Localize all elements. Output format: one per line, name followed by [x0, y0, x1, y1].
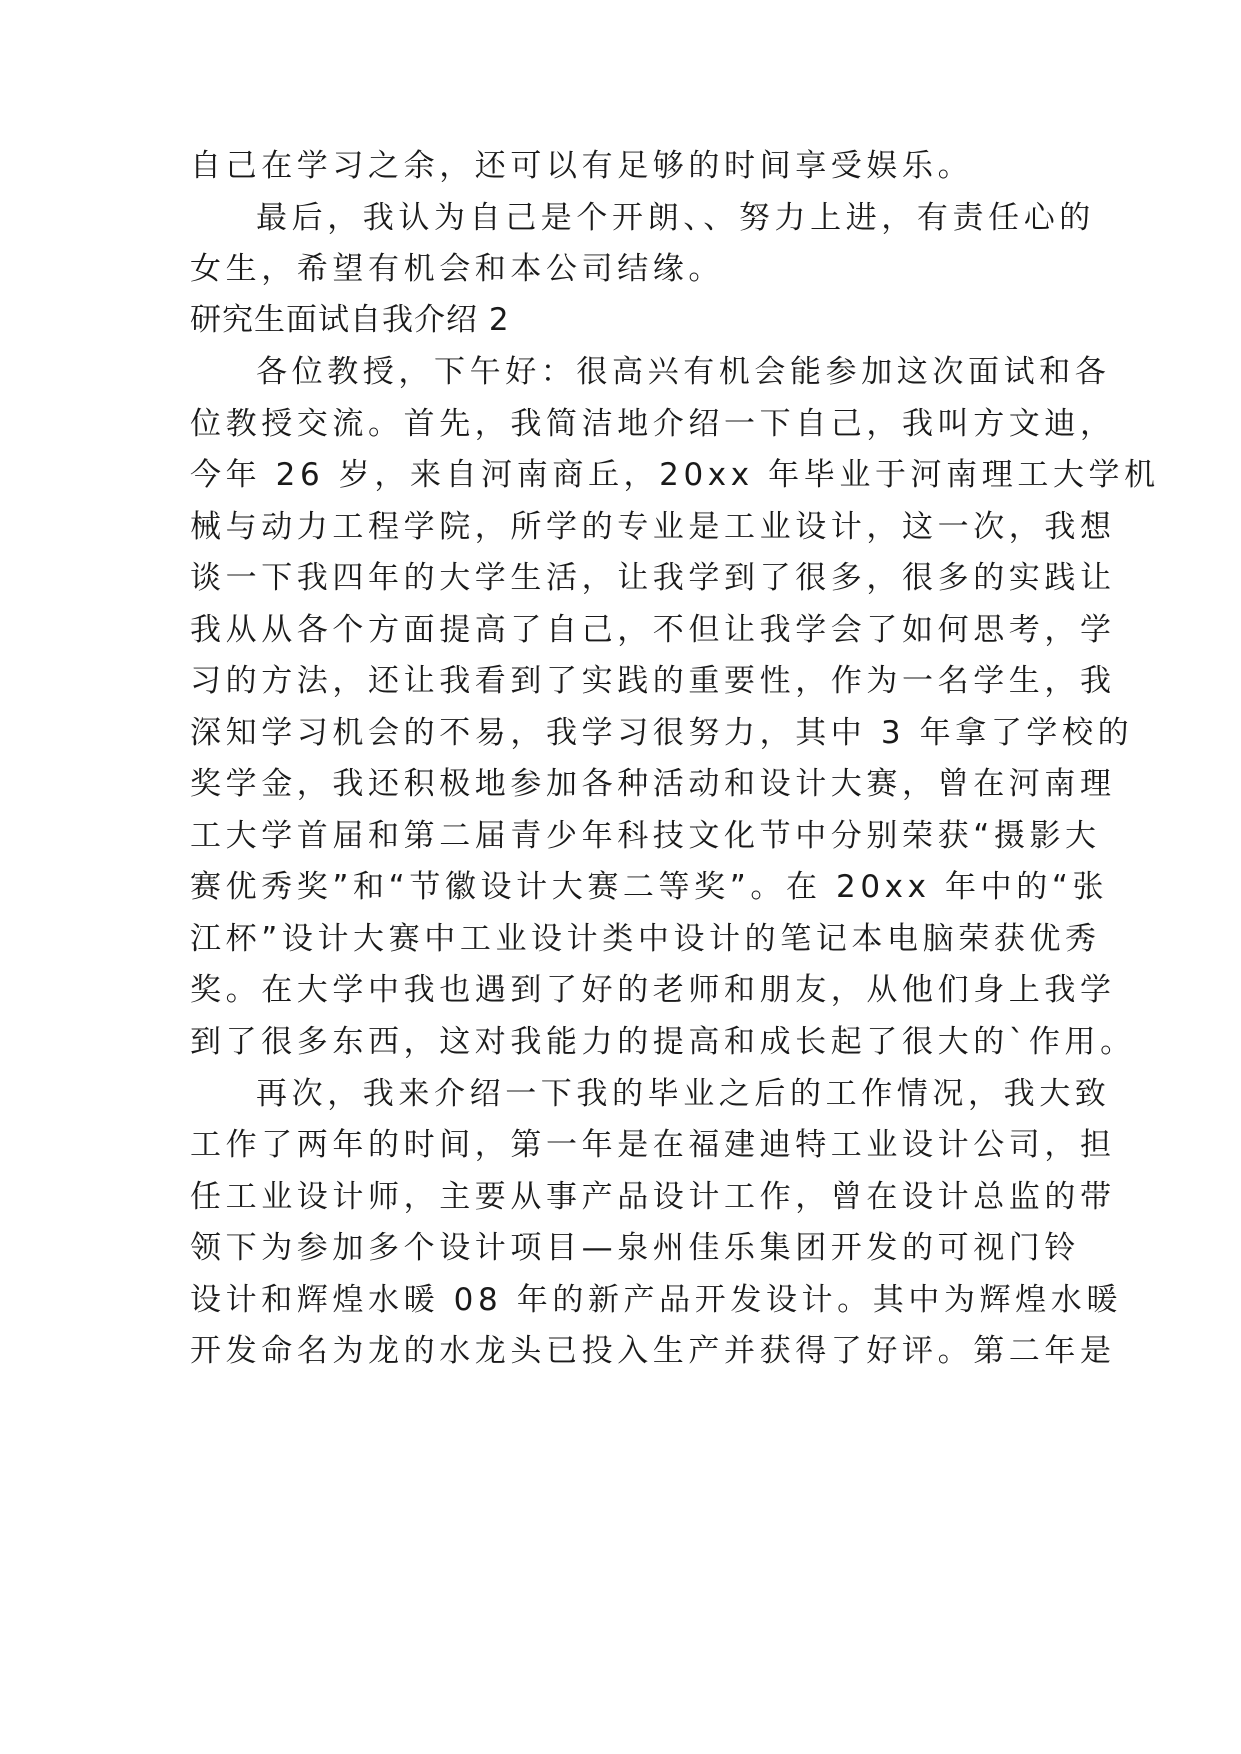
text-line: 奖。在大学中我也遇到了好的老师和朋友，从他们身上我学 [190, 972, 1116, 1008]
text-line: 工大学首届和第二届青少年科技文化节中分别荣获“摄影大 [190, 818, 1101, 854]
text-line: 任工业设计师，主要从事产品设计工作，曾在设计总监的带 [190, 1179, 1116, 1215]
text-line: 女生，希望有机会和本公司结缘。 [190, 251, 724, 287]
text-line: 械与动力工程学院，所学的专业是工业设计，这一次，我想 [190, 509, 1116, 545]
text-line: 谈一下我四年的大学生活，让我学到了很多，很多的实践让 [190, 560, 1116, 596]
text-line: 江杯”设计大赛中工业设计类中设计的笔记本电脑荣获优秀 [190, 921, 1101, 957]
text-line: 到了很多东西，这对我能力的提高和成长起了很大的`作用。 [190, 1024, 1136, 1060]
text-line: 领下为参加多个设计项目—泉州佳乐集团开发的可视门铃 [190, 1230, 1080, 1266]
text-line: 开发命名为龙的水龙头已投入生产并获得了好评。第二年是 [190, 1333, 1116, 1369]
text-line: 设计和辉煌水暖 08 年的新产品开发设计。其中为辉煌水暖 [190, 1282, 1122, 1318]
paragraph-first-line: 各位教授，下午好：很高兴有机会能参加这次面试和各 [256, 354, 1111, 390]
text-line: 今年 26 岁，来自河南商丘，20xx 年毕业于河南理工大学机 [190, 457, 1160, 493]
text-line: 深知学习机会的不易，我学习很努力，其中 3 年拿了学校的 [190, 715, 1134, 751]
text-line: 位教授交流。首先，我简洁地介绍一下自己，我叫方文迪， [190, 406, 1116, 442]
text-line: 自己在学习之余，还可以有足够的时间享受娱乐。 [190, 148, 974, 184]
paragraph-first-line: 再次，我来介绍一下我的毕业之后的工作情况，我大致 [256, 1076, 1111, 1112]
text-line: 工作了两年的时间，第一年是在福建迪特工业设计公司，担 [190, 1127, 1116, 1163]
paragraph-first-line: 最后，我认为自己是个开朗、、努力上进，有责任心的 [256, 200, 1095, 236]
section-heading: 研究生面试自我介绍 2 [190, 302, 510, 338]
text-line: 习的方法，还让我看到了实践的重要性，作为一名学生，我 [190, 663, 1116, 699]
text-line: 我从从各个方面提高了自己，不但让我学会了如何思考，学 [190, 612, 1116, 648]
text-line: 奖学金，我还积极地参加各种活动和设计大赛，曾在河南理 [190, 766, 1116, 802]
text-line: 赛优秀奖”和“节徽设计大赛二等奖”。在 20xx 年中的“张 [190, 869, 1109, 905]
